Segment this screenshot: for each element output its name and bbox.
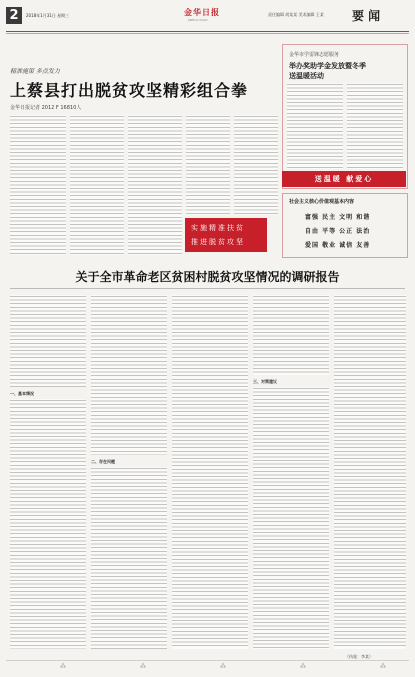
story-column-4	[186, 115, 230, 215]
ornament-icon: ⁂	[140, 663, 146, 670]
masthead	[6, 4, 409, 30]
report-column-4a	[253, 295, 329, 375]
ornament-icon: ⁂	[300, 663, 306, 670]
report-column-3	[172, 295, 248, 649]
report-column-4b	[253, 387, 329, 649]
promo-line-2: 推进脱贫攻坚	[191, 238, 245, 246]
date-line: 2018年1月31日 星期三	[26, 13, 70, 18]
core-values-title: 社会主义核心价值观基本内容	[289, 199, 355, 205]
core-values-row-1: 富强 民主 文明 和谐	[305, 214, 371, 221]
report-column-5	[334, 295, 406, 649]
report-column-1a	[10, 295, 86, 387]
report-subheading-2: 二、存在问题	[91, 459, 115, 464]
sidebar-title-line-2: 送温暖活动	[289, 72, 324, 80]
sidebar-banner: 送温暖 献爱心	[282, 171, 406, 187]
report-column-1b	[10, 399, 86, 649]
masthead-rule	[6, 31, 409, 32]
newspaper-logo-sub: JINHUA DAILY	[188, 18, 208, 22]
story-column-5	[234, 115, 278, 215]
report-column-2b	[91, 467, 167, 649]
section-title: 要 闻	[352, 9, 381, 23]
newspaper-logo: 金华日报	[184, 7, 220, 17]
story-column-3	[128, 115, 182, 255]
promo-line-1: 实施精准扶贫	[191, 224, 245, 232]
editor-credits: 责任编辑 胡某某 美术编辑 王某	[268, 12, 324, 17]
story-kicker: 精准施策 多点发力	[10, 68, 60, 75]
promo-box	[185, 218, 267, 252]
core-values-row-2: 自由 平等 公正 法治	[305, 228, 371, 235]
story-headline: 上蔡县打出脱贫攻坚精彩组合拳	[10, 81, 249, 100]
report-rule	[10, 288, 405, 289]
sidebar-title-line-1: 举办奖助学金发放暨冬季	[289, 62, 366, 70]
report-column-2a	[91, 295, 167, 455]
report-title: 关于全市革命老区贫困村脱贫攻坚情况的调研报告	[75, 270, 340, 284]
story-column-1	[10, 115, 66, 255]
masthead-rule-thin	[6, 33, 409, 34]
sidebar-text-1	[287, 83, 343, 169]
story-byline: 金华日报记者 2012 F 16810人	[10, 105, 82, 111]
ornament-icon: ⁂	[380, 663, 386, 670]
page-number: 2	[6, 7, 22, 24]
story-column-2	[70, 115, 124, 255]
core-values-row-3: 爱国 敬业 诚信 友善	[305, 242, 371, 249]
report-subheading-3: 三、对策建议	[253, 379, 277, 384]
report-subheading-1: 一、基本情况	[10, 391, 34, 396]
sidebar-news-box	[282, 44, 408, 189]
ornament-icon: ⁂	[220, 663, 226, 670]
sidebar-text-2	[347, 83, 403, 169]
footer-rule	[6, 660, 409, 661]
report-author: （执笔：李某）	[345, 654, 373, 659]
sidebar-pre-title: 金华市学雷锋志愿服务	[289, 52, 340, 58]
ornament-icon: ⁂	[60, 663, 66, 670]
core-values-box	[282, 193, 408, 258]
